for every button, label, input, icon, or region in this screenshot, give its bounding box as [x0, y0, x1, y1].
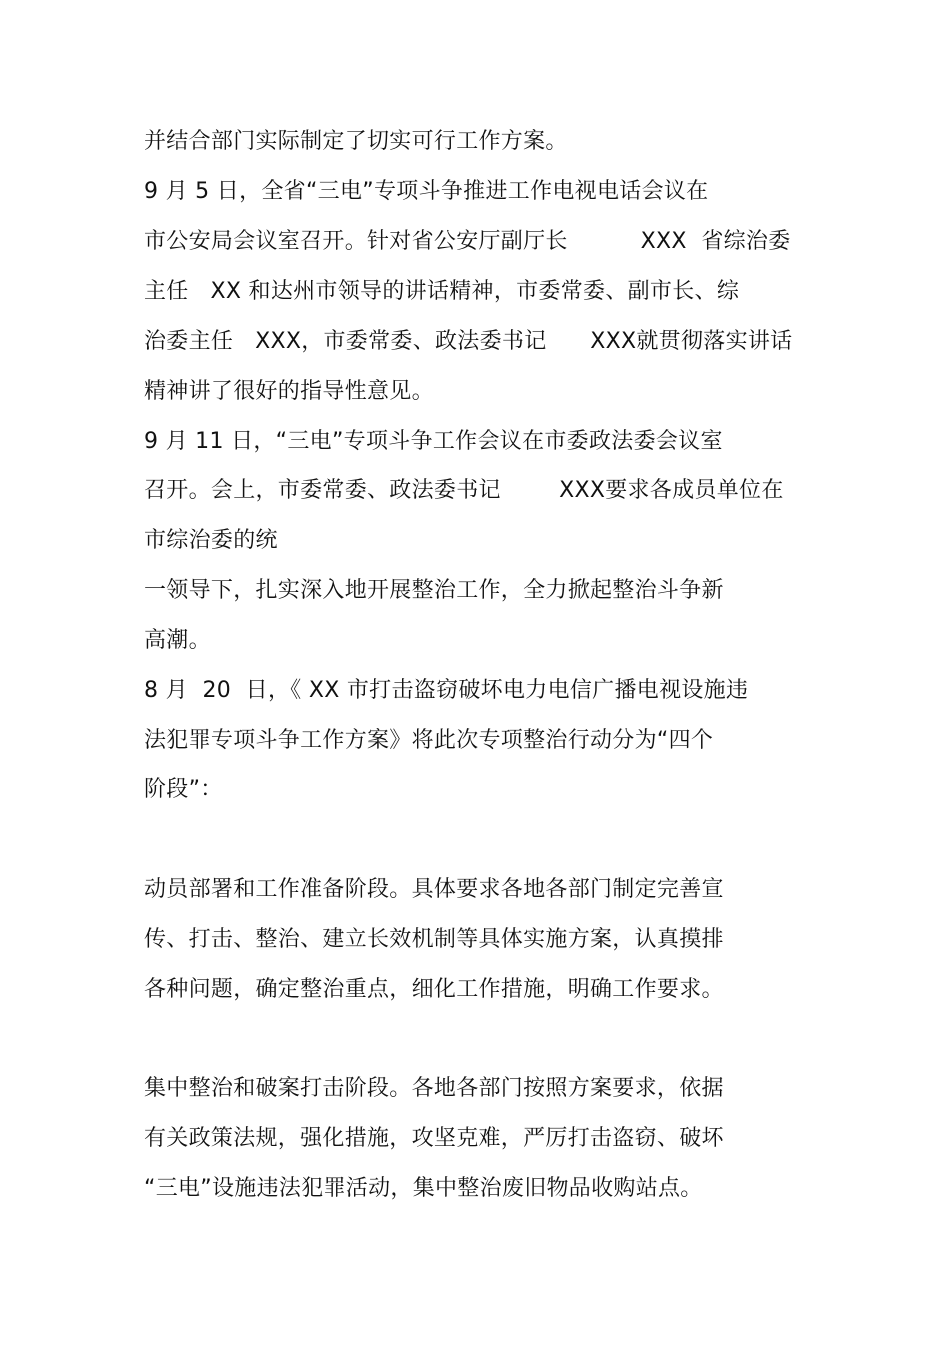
text-line: 各种问题，确定整治重点，细化工作措施，明确工作要求。	[144, 977, 724, 1002]
text-line: “三电”设施违法犯罪活动，集中整治废旧物品收购站点。	[144, 1176, 703, 1201]
text-line: 阶段”：	[144, 777, 223, 802]
text-line: 集中整治和破案打击阶段。各地各部门按照方案要求，依据	[144, 1076, 724, 1101]
text-line: 市综治委的统	[144, 528, 278, 553]
text-line: 传、打击、整治、建立长效机制等具体实施方案，认真摸排	[144, 927, 724, 952]
text-line: 8 月 20 日，《 XX 市打击盗窃破坏电力电信广播电视设施违	[144, 678, 749, 703]
text-line: 主任 XX 和达州市领导的讲话精神，市委常委、副市长、综	[144, 279, 740, 304]
text-line: 高潮。	[144, 628, 211, 653]
text-line: 一领导下，扎实深入地开展整治工作，全力掀起整治斗争新	[144, 578, 724, 603]
text-line: 9 月 5 日，全省“三电”专项斗争推进工作电视电话会议在	[144, 179, 709, 204]
text-line: 召开。会上，市委常委、政法委书记 XXX要求各成员单位在	[144, 478, 784, 503]
text-line: 法犯罪专项斗争工作方案》将此次专项整治行动分为“四个	[144, 728, 714, 753]
text-line: 有关政策法规，强化措施，攻坚克难，严厉打击盗窃、破坏	[144, 1126, 724, 1151]
text-line: 治委主任 XXX，市委常委、政法委书记 XXX就贯彻落实讲话	[144, 329, 793, 354]
text-line: 并结合部门实际制定了切实可行工作方案。	[144, 129, 568, 154]
text-line: 精神讲了很好的指导性意见。	[144, 379, 434, 404]
text-line: 动员部署和工作准备阶段。具体要求各地各部门制定完善宣	[144, 877, 724, 902]
text-line: 9 月 11 日，“三电”专项斗争工作会议在市委政法委会议室	[144, 429, 723, 454]
text-line: 市公安局会议室召开。针对省公安厅副厅长 XXX 省综治委	[144, 229, 791, 254]
